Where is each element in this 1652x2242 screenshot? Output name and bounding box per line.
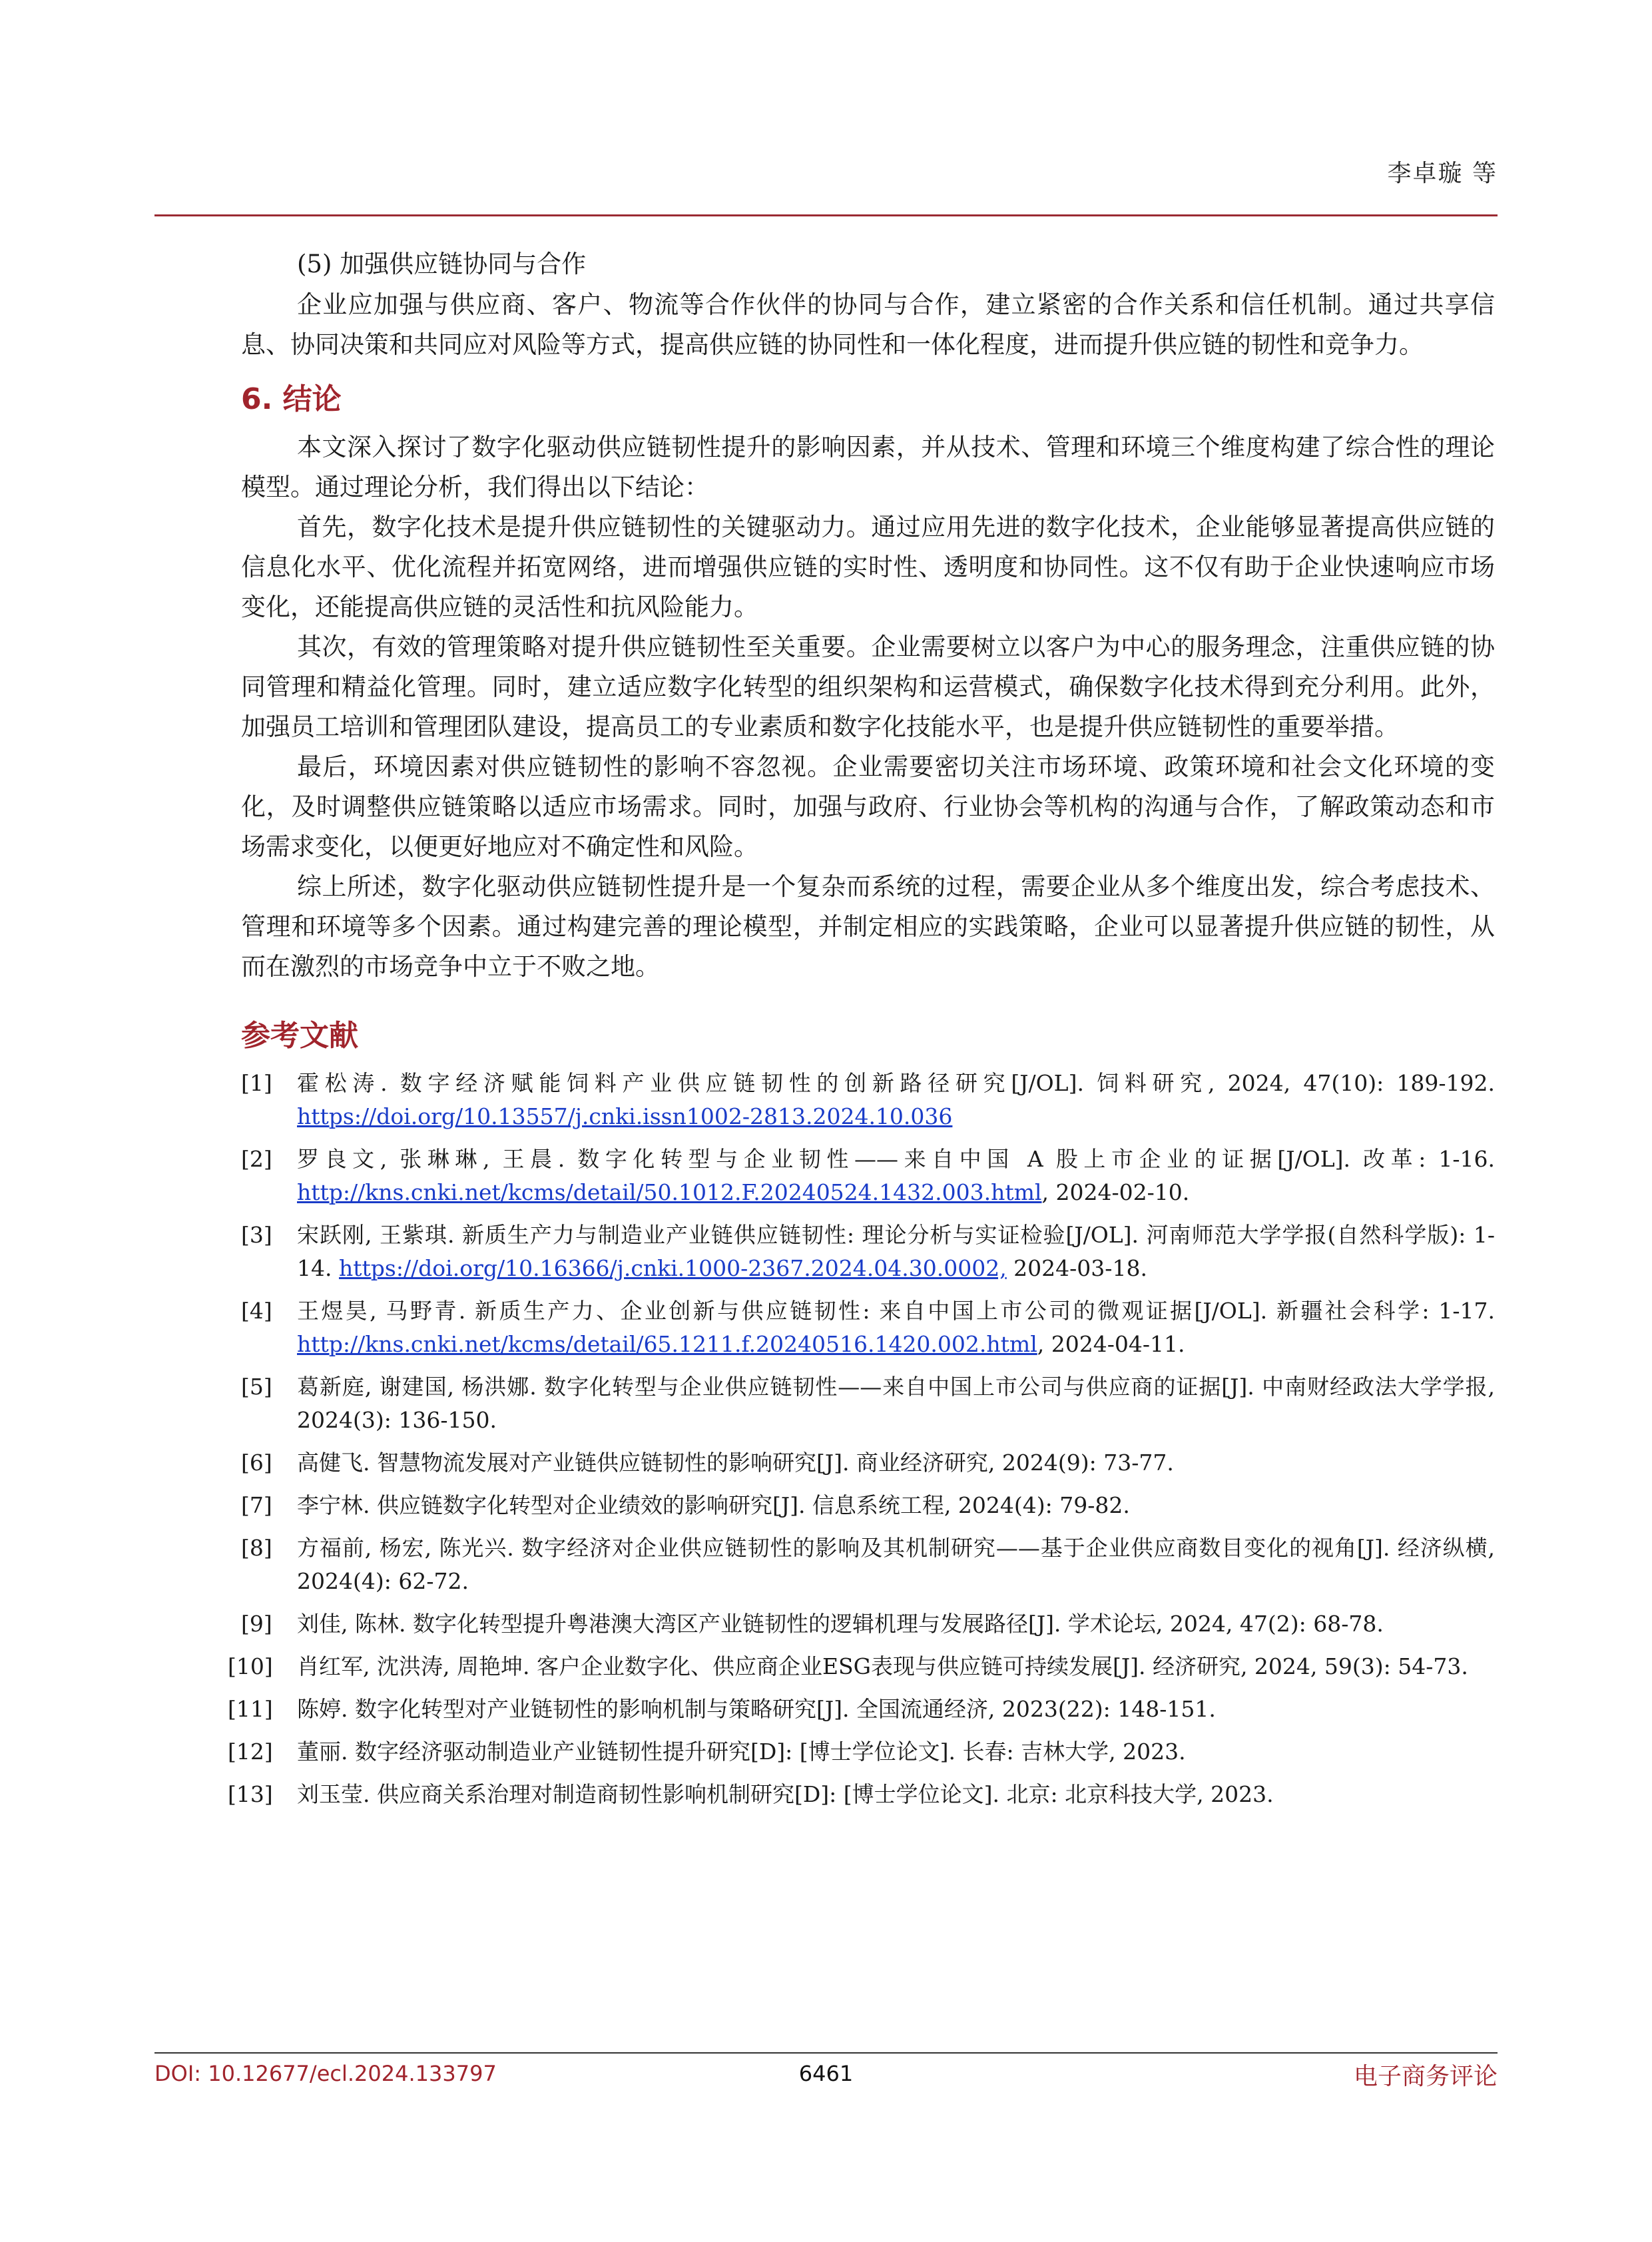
reference-text: 王煜昊, 马野青. 新质生产力、企业创新与供应链韧性: 来自中国上市公司的微观证据[J/OL]. 新疆社会科学: 1-17. xyxy=(297,1298,1495,1324)
paragraph: 本文深入探讨了数字化驱动供应链韧性提升的影响因素，并从技术、管理和环境三个维度构建了综合性的理论模型。通过理论分析，我们得出以下结论： xyxy=(241,433,1495,501)
reference-item xyxy=(241,1143,1495,1209)
reference-text: 刘玉莹. 供应商关系治理对制造商韧性影响机制研究[D]: [博士学位论文]. 北京: 北京科技大学, 2023. xyxy=(297,1781,1274,1807)
reference-item xyxy=(241,1370,1495,1437)
header-author: 李卓璇 等 xyxy=(1387,160,1498,187)
footer-doi: DOI: 10.12677/ecl.2024.133797 xyxy=(154,2061,497,2086)
reference-date: 2024-03-18. xyxy=(1006,1255,1147,1281)
reference-number: [9] xyxy=(241,1611,272,1637)
main-content xyxy=(228,245,1495,1821)
reference-text: 肖红军, 沈洪涛, 周艳坤. 客户企业数字化、供应商企业ESG表现与供应链可持续发展[J]. 经济研究, 2024, 59(3): 54-73. xyxy=(297,1653,1468,1679)
reference-item xyxy=(241,1489,1495,1522)
reference-link[interactable]: http://kns.cnki.net/kcms/detail/65.1211.f.20240516.1420.002.html xyxy=(297,1331,1037,1357)
footer-rule xyxy=(154,2052,1498,2054)
reference-text: 葛新庭, 谢建国, 杨洪娜. 数字化转型与企业供应链韧性——来自中国上市公司与供应商的证据[J]. 中南财经政法大学学报, 2024(3): 136-150. xyxy=(297,1374,1495,1433)
reference-number: [8] xyxy=(241,1535,272,1561)
reference-link[interactable]: http://kns.cnki.net/kcms/detail/50.1012.F.20240524.1432.003.html xyxy=(297,1179,1042,1205)
reference-text: 董丽. 数字经济驱动制造业产业链韧性提升研究[D]: [博士学位论文]. 长春: 吉林大学, 2023. xyxy=(297,1739,1186,1765)
reference-number: [12] xyxy=(228,1739,273,1765)
reference-item xyxy=(228,1735,1495,1769)
reference-item xyxy=(241,1294,1495,1361)
paragraph: 最后，环境因素对供应链韧性的影响不容忽视。企业需要密切关注市场环境、政策环境和社会文化环境的变化，及时调整供应链策略以适应市场需求。同时，加强与政府、行业协会等机构的沟通与合作，了解政策动态和市场需求变化，以便更好地应对不确定性和风险。 xyxy=(241,752,1495,861)
reference-number: [11] xyxy=(228,1696,273,1722)
reference-item xyxy=(228,1778,1495,1811)
reference-text: 陈婷. 数字化转型对产业链韧性的影响机制与策略研究[J]. 全国流通经济, 2023(22): 148-151. xyxy=(297,1696,1216,1722)
paragraph: 综上所述，数字化驱动供应链韧性提升是一个复杂而系统的过程，需要企业从多个维度出发，综合考虑技术、管理和环境等多个因素。通过构建完善的理论模型，并制定相应的实践策略，企业可以显著提升供应链的韧性，从而在激烈的市场竞争中立于不败之地。 xyxy=(241,872,1495,981)
reference-link[interactable]: https://doi.org/10.13557/j.cnki.issn1002-2813.2024.10.036 xyxy=(297,1103,953,1129)
reference-item xyxy=(241,1219,1495,1285)
reference-date: , 2024-02-10. xyxy=(1041,1179,1190,1205)
reference-text: 霍松涛. 数字经济赋能饲料产业供应链韧性的创新路径研究[J/OL]. 饲料研究, 2024, 47(10): 189-192. xyxy=(297,1070,1495,1096)
reference-link[interactable]: https://doi.org/10.16366/j.cnki.1000-2367.2024.04.30.0002, xyxy=(338,1255,1007,1281)
reference-number: [5] xyxy=(241,1374,272,1400)
page-number: 6461 xyxy=(798,2061,854,2086)
header-rule xyxy=(154,214,1498,216)
reference-item xyxy=(241,1067,1495,1133)
reference-item xyxy=(228,1650,1495,1683)
paragraph: 企业应加强与供应商、客户、物流等合作伙伴的协同与合作，建立紧密的合作关系和信任机制。通过共享信息、协同决策和共同应对风险等方式，提高供应链的协同性和一体化程度，进而提升供应链的韧性和竞争力。 xyxy=(241,290,1495,359)
reference-number: [7] xyxy=(241,1492,272,1518)
reference-number: [1] xyxy=(241,1070,272,1096)
reference-item xyxy=(241,1446,1495,1480)
reference-text: 高健飞. 智慧物流发展对产业链供应链韧性的影响研究[J]. 商业经济研究, 2024(9): 73-77. xyxy=(297,1450,1174,1476)
reference-text: 罗良文, 张琳琳, 王晨. 数字化转型与企业韧性——来自中国 A 股上市企业的证据[J/OL]. 改革: 1-16. xyxy=(297,1146,1495,1172)
reference-item xyxy=(241,1607,1495,1641)
reference-item xyxy=(228,1693,1495,1726)
reference-date: , 2024-04-11. xyxy=(1037,1331,1185,1357)
reference-text: 方福前, 杨宏, 陈光兴. 数字经济对企业供应链韧性的影响及其机制研究——基于企业供应商数目变化的视角[J]. 经济纵横, 2024(4): 62-72. xyxy=(297,1535,1495,1594)
paragraph: 首先，数字化技术是提升供应链韧性的关键驱动力。通过应用先进的数字化技术，企业能够显著提高供应链的信息化水平、优化流程并拓宽网络，进而增强供应链的实时性、透明度和协同性。这不仅有助于企业快速响应市场变化，还能提高供应链的灵活性和抗风险能力。 xyxy=(241,513,1495,621)
reference-text: 宋跃刚, 王紫琪. 新质生产力与制造业产业链供应链韧性: 理论分析与实证检验[J/OL]. 河南师范大学学报(自然科学版): 1-14. xyxy=(297,1222,1495,1281)
reference-number: [3] xyxy=(241,1222,272,1248)
reference-number: [4] xyxy=(241,1298,272,1324)
reference-number: [2] xyxy=(241,1146,272,1172)
reference-text: 李宁林. 供应链数字化转型对企业绩效的影响研究[J]. 信息系统工程, 2024(4): 79-82. xyxy=(297,1492,1130,1518)
reference-item xyxy=(241,1532,1495,1598)
reference-list xyxy=(228,1067,1495,1811)
reference-text: 刘佳, 陈林. 数字化转型提升粤港澳大湾区产业链韧性的逻辑机理与发展路径[J]. 学术论坛, 2024, 47(2): 68-78. xyxy=(297,1611,1384,1637)
section-title-conclusion: 6. 结论 xyxy=(241,382,342,416)
footer-journal-name: 电子商务评论 xyxy=(1353,2063,1498,2090)
reference-number: [13] xyxy=(228,1781,273,1807)
paragraph: 其次，有效的管理策略对提升供应链韧性至关重要。企业需要树立以客户为中心的服务理念，注重供应链的协同管理和精益化管理。同时，建立适应数字化转型的组织架构和运营模式，确保数字化技术得到充分利用。此外，加强员工培训和管理团队建设，提高员工的专业素质和数字化技能水平，也是提升供应链韧性的重要举措。 xyxy=(241,633,1495,741)
section-title-references: 参考文献 xyxy=(241,1019,358,1053)
reference-number: [10] xyxy=(228,1653,273,1679)
subsection-heading: (5) 加强供应链协同与合作 xyxy=(297,250,587,278)
reference-number: [6] xyxy=(241,1450,272,1476)
